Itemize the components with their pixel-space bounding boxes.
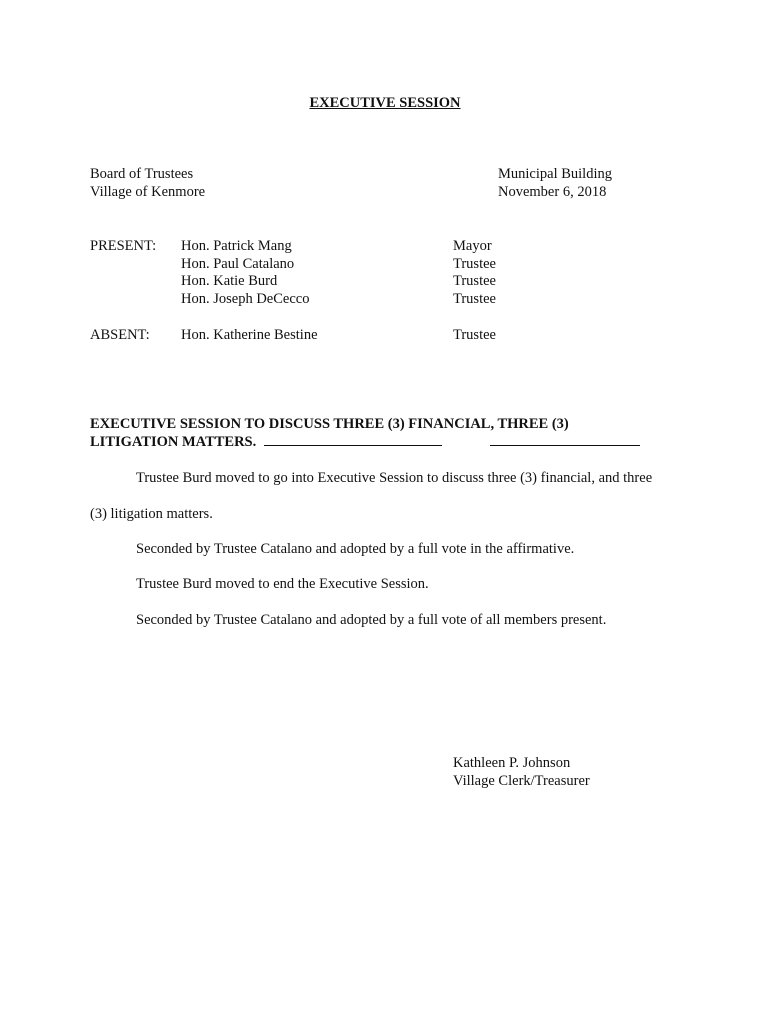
signatory-name: Kathleen P. Johnson (453, 755, 571, 771)
absent-label: ABSENT: (90, 327, 150, 343)
absent-name: Hon. Katherine Bestine (181, 327, 318, 343)
present-role: Trustee (453, 256, 496, 272)
second-paragraph: Seconded by Trustee Catalano and adopted by a full vote in the affirmative. (136, 541, 575, 557)
motion-paragraph: Trustee Burd moved to go into Executive Session to discuss three (3) financial, and three (136, 470, 653, 486)
present-name: Hon. Joseph DeCecco (181, 291, 310, 307)
signature-rule (264, 433, 442, 446)
final-vote-paragraph: Seconded by Trustee Catalano and adopted by a full vote of all members present. (136, 612, 607, 628)
motion-paragraph-cont: (3) litigation matters. (90, 506, 213, 522)
signatory-title: Village Clerk/Treasurer (453, 773, 590, 789)
present-role: Mayor (453, 238, 492, 254)
board-name: Board of Trustees (90, 166, 194, 182)
present-name: Hon. Paul Catalano (181, 256, 295, 272)
absent-role: Trustee (453, 327, 496, 343)
end-motion-paragraph: Trustee Burd moved to end the Executive Session. (136, 576, 429, 592)
section-heading-text: LITIGATION MATTERS. (90, 434, 257, 450)
meeting-date: November 6, 2018 (498, 184, 607, 200)
section-heading: EXECUTIVE SESSION TO DISCUSS THREE (3) FINANCIAL, THREE (3) (90, 416, 569, 432)
page-title: EXECUTIVE SESSION (309, 95, 461, 111)
present-role: Trustee (453, 273, 496, 289)
section-heading-cont (90, 433, 640, 451)
present-name: Hon. Katie Burd (181, 273, 278, 289)
village-name: Village of Kenmore (90, 184, 206, 200)
present-label: PRESENT: (90, 238, 157, 254)
present-name: Hon. Patrick Mang (181, 238, 292, 254)
present-role: Trustee (453, 291, 496, 307)
meeting-location: Municipal Building (498, 166, 612, 182)
signature-rule (490, 433, 640, 446)
